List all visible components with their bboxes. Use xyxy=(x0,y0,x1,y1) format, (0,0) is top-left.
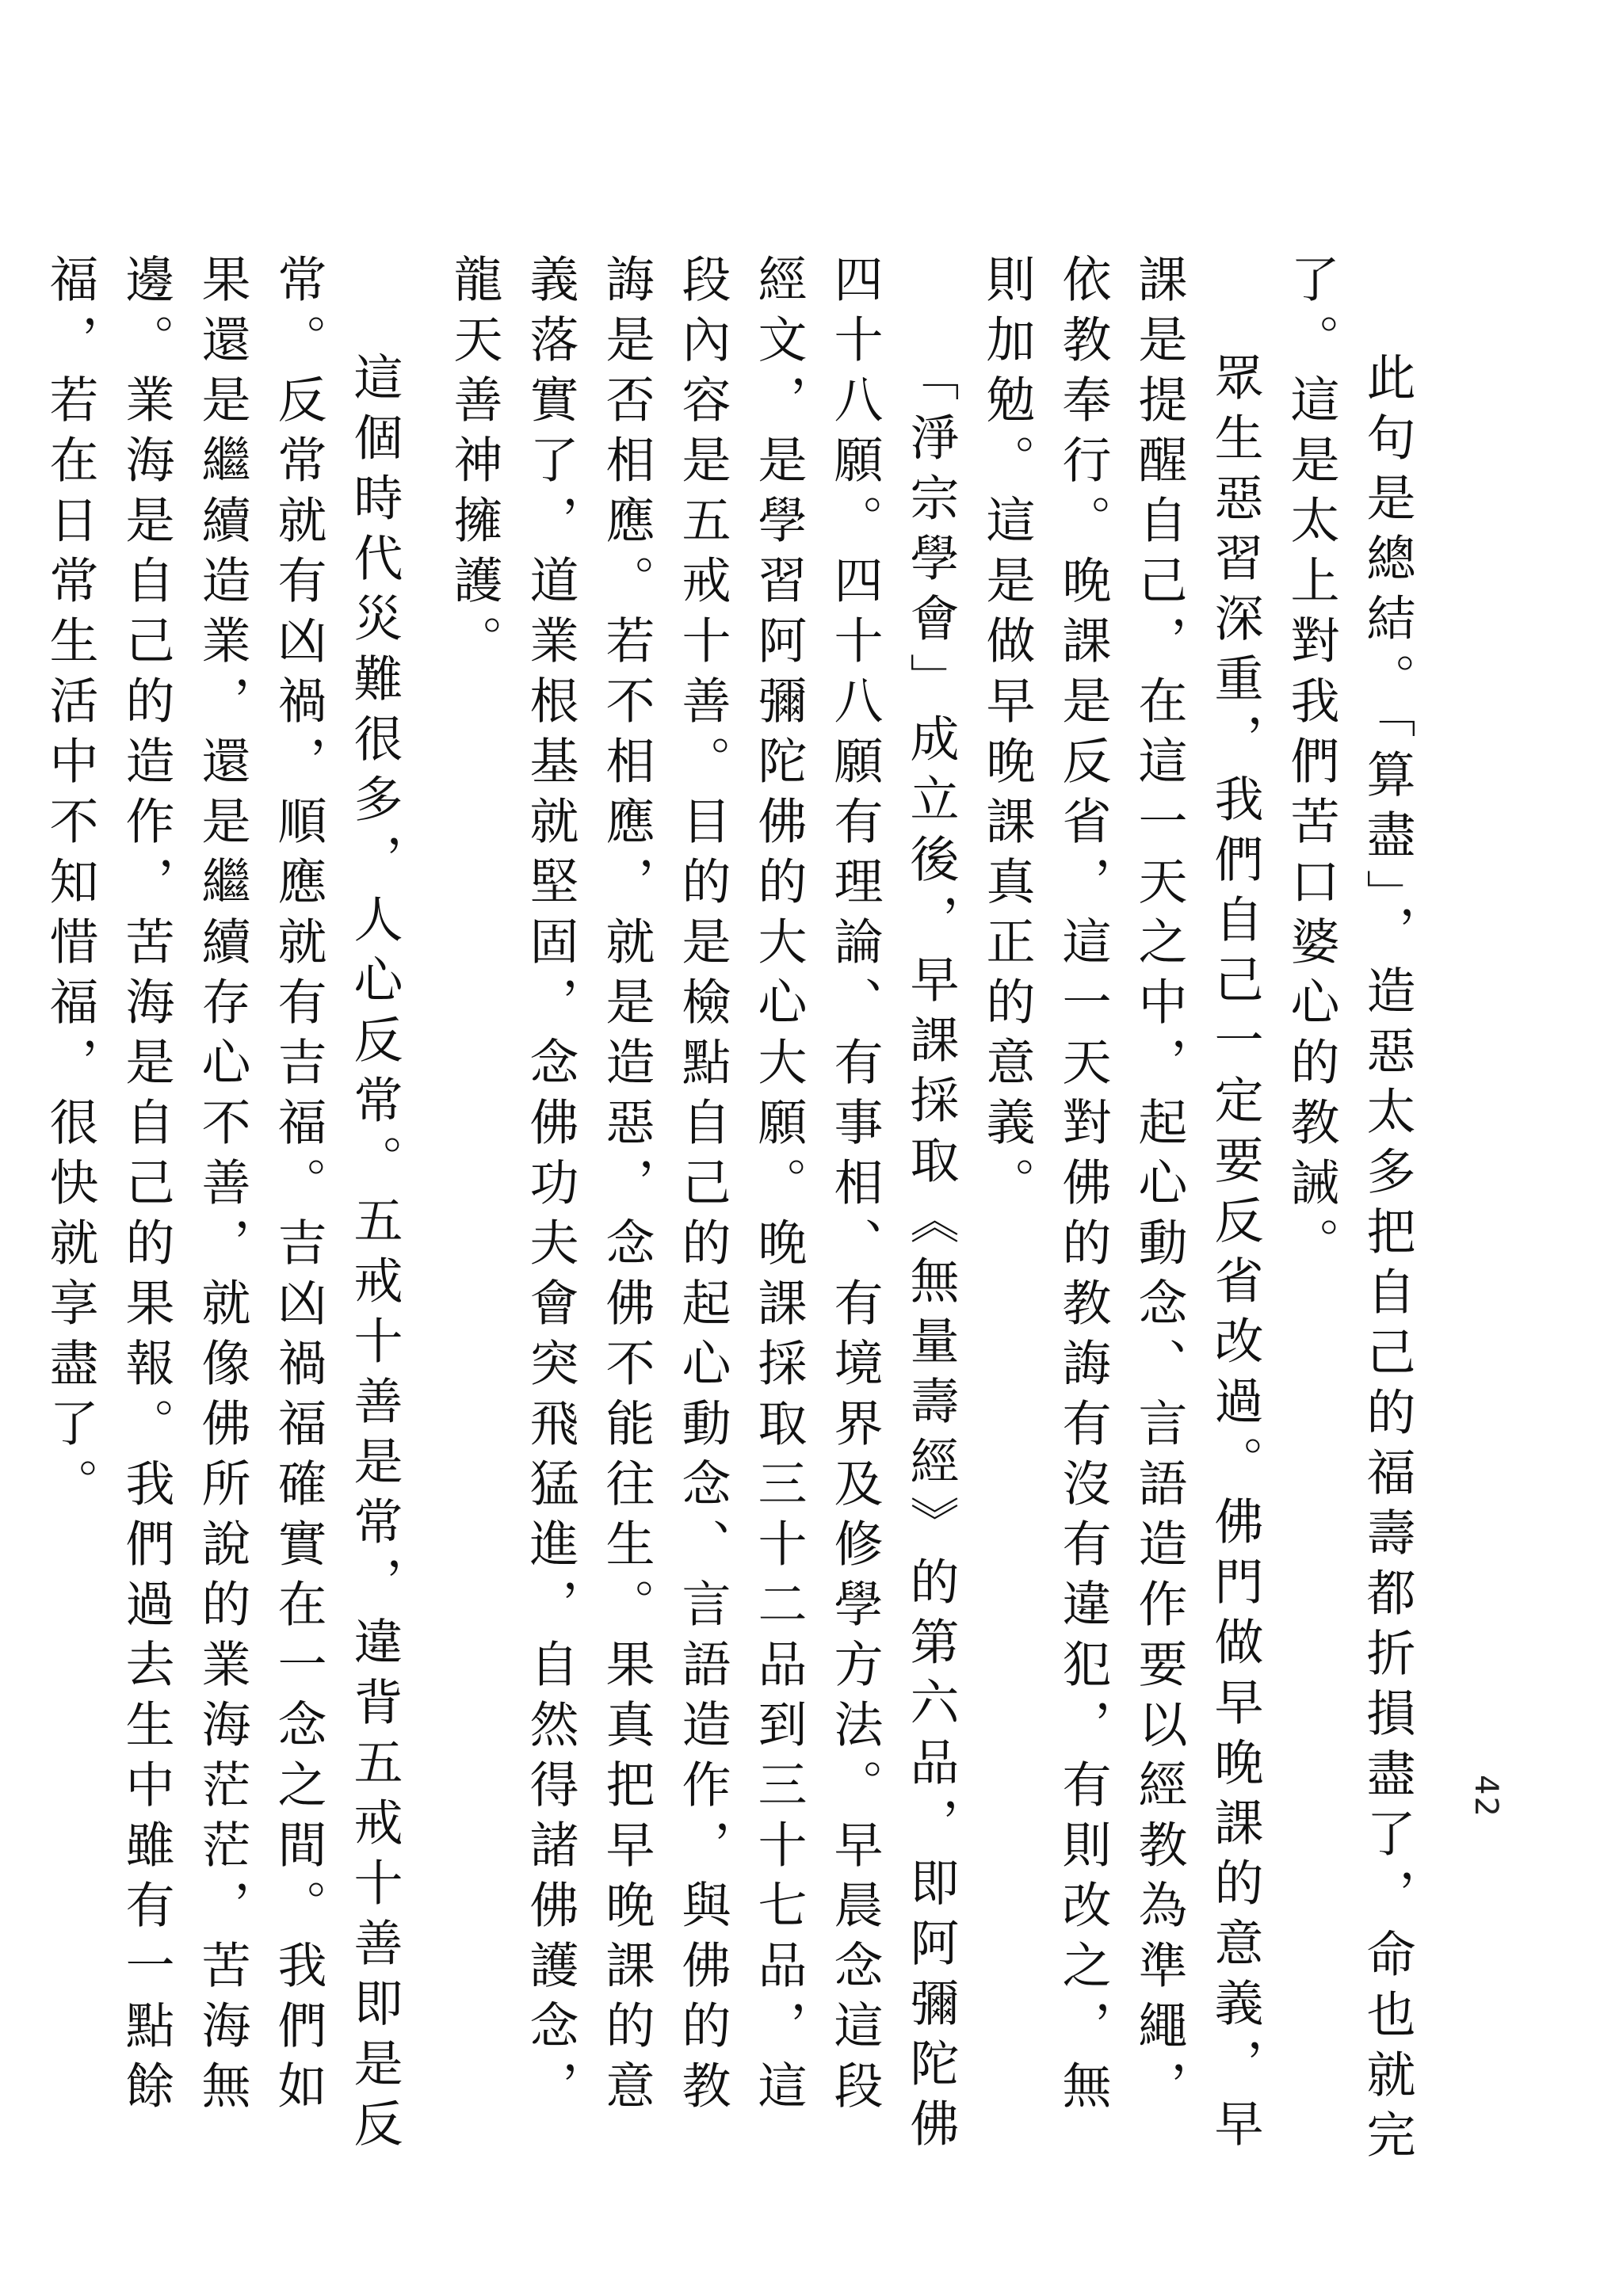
paragraph-4: 這個時代災難很多，人心反常。五戒十善是常，違背五戒十善即是反常。反常就有凶禍，順應就有吉福。吉凶禍福確實在一念之間。我們如果還是繼續造業，還是繼續存心不善，就像佛所說的業海茫茫，苦海無邊。業海是自己的造作，苦海是自己的果報。我們過去生中雖有一點餘福，若在日常生活中不知惜福，很快就享盡了。 xyxy=(41,254,403,2158)
paragraph-2: 眾生惡習深重，我們自己一定要反省改過。佛門做早晚課的意義，早課是提醒自己，在這一天之中，起心動念、言語造作要以經教為準繩，依教奉行。晚課是反省，這一天對佛的教誨有沒有違犯，有則改之，無則加勉。這是做早晚課真正的意義。 xyxy=(978,254,1264,2158)
paragraph-3: 「淨宗學會」成立後，早課採取《無量壽經》的第六品，即阿彌陀佛四十八願。四十八願有理論、有事相、有境界及修學方法。早晨念這段經文，是學習阿彌陀佛的大心大願。晚課採取三十二品到三十七品，這段內容是五戒十善。目的是檢點自己的起心動念、言語造作，與佛的教誨是否相應。若不相應，就是造惡，念佛不能往生。果真把早晚課的意義落實了，道業根基就堅固，念佛功夫會突飛猛進，自然得諸佛護念，龍天善神擁護。 xyxy=(445,254,960,2158)
body-text xyxy=(32,254,1425,2171)
paragraph-1: 此句是總結。「算盡」，造惡太多把自己的福壽都折損盡了，命也就完了。這是太上對我們苦口婆心的教誡。 xyxy=(1282,254,1416,2169)
page-number: 42 xyxy=(1468,1775,1504,1818)
